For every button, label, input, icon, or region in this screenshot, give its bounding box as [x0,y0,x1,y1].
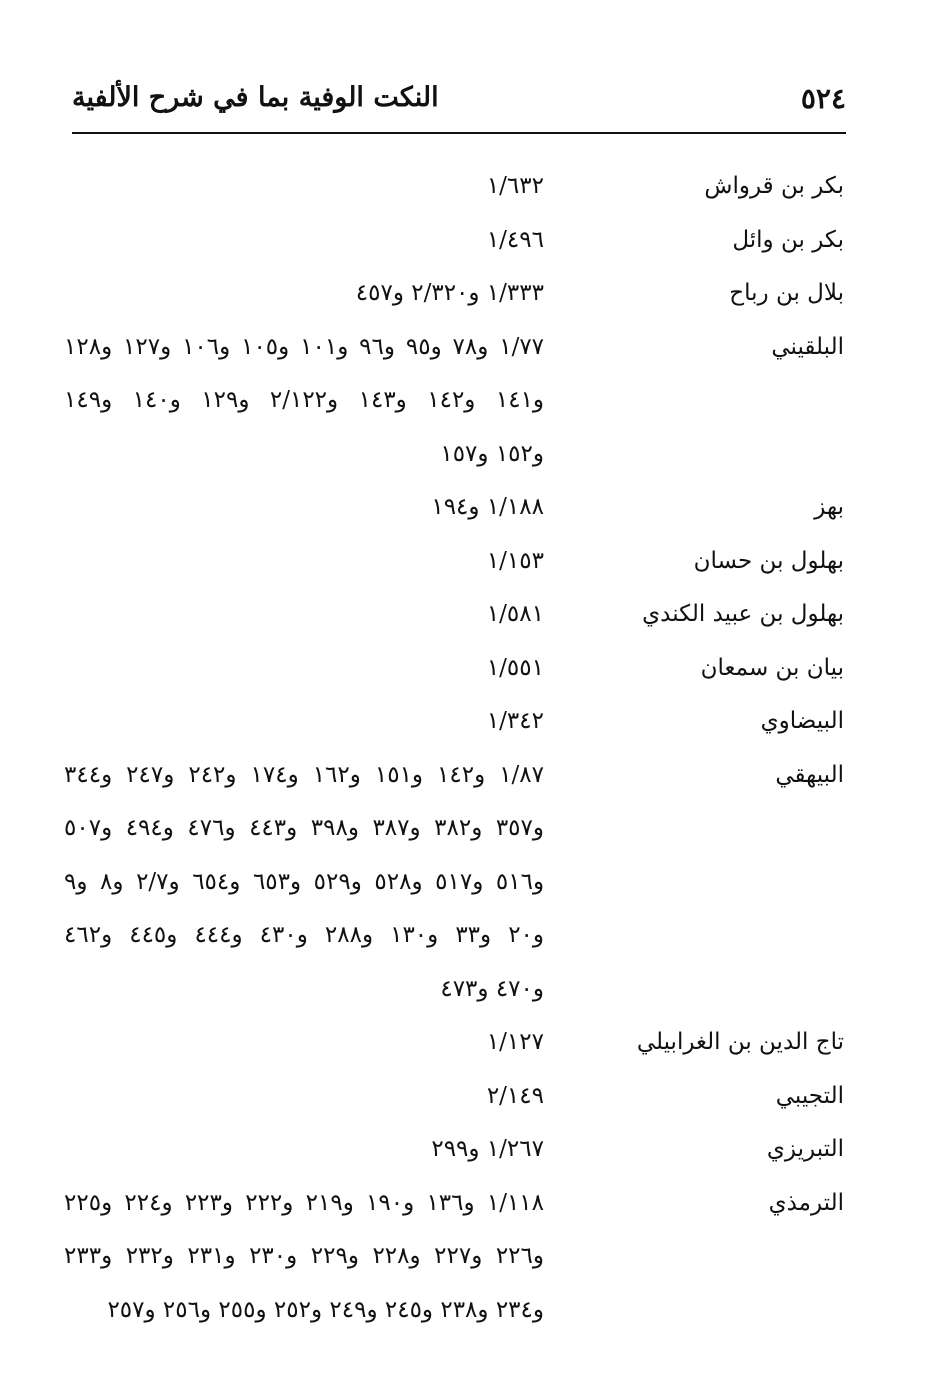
index-entry-name: بهز [814,494,844,520]
index-row [0,1182,944,1236]
index-row [0,1075,944,1129]
index-entry-name: بكر بن قرواش [704,173,844,199]
index-entry-name: البيضاوي [760,708,844,734]
index-entry-references: و٢٠ و٣٣ و١٣٠ و٢٨٨ و٤٣٠ و٤٤٤ و٤٤٥ و٤٦٢ [64,922,545,948]
index-row [0,807,944,861]
index-entry-references: و٣٥٧ و٣٨٢ و٣٨٧ و٣٩٨ و٤٤٣ و٤٧٦ و٤٩٤ و٥٠٧ [64,815,544,841]
index-row [0,1128,944,1182]
index-entry-name: تاج الدين بن الغرابيلي [636,1029,844,1055]
index-entry-references: ١/٧٧ و٧٨ و٩٥ و٩٦ و١٠١ و١٠٥ و١٠٦ و١٢٧ و١٢٨ [64,333,545,360]
index-entry-references: ١/٤٩٦ [486,226,544,253]
index-entry-name: التجيبي [775,1082,844,1109]
index-row [0,326,944,380]
index-entry-references: ١/٦٣٢ [486,173,544,199]
index-entry-references: ١/٥٥١ [486,654,544,681]
index-row [0,593,944,647]
index-row [0,1021,944,1075]
index-row [0,1289,944,1343]
index-entry-name: بلال بن رباح [729,280,844,306]
index-row [0,379,944,433]
index-entry-references: و١٥٢ و١٥٧ [440,440,544,467]
index-entry-references: و٥١٦ و٥١٧ و٥٢٨ و٥٢٩ و٦٥٣ و٦٥٤ و٢/٧ و٨ و٩ [64,868,545,895]
index-entry-name: بكر بن وائل [732,226,844,253]
index-entry-references: و١٤١ و١٤٢ و١٤٣ و٢/١٢٢ و١٢٩ و١٤٠ و١٤٩ [64,387,545,413]
index-row [0,219,944,273]
index-entry-references: ١/١٨٨ و١٩٤ [431,494,544,520]
index-entry-references: و٢٢٦ و٢٢٧ و٢٢٨ و٢٢٩ و٢٣٠ و٢٣١ و٢٣٢ و٢٣٣ [64,1243,544,1269]
index-entry-references: ١/٢٦٧ و٢٩٩ [431,1136,544,1162]
index-entry-references: ١/٥٨١ [486,601,544,627]
index-row [0,647,944,701]
index-entry-name: بهلول بن حسان [693,547,844,574]
index-row [0,861,944,915]
index-entry-references: ١/١٥٣ [486,547,544,574]
index-row [0,433,944,487]
index-row [0,700,944,754]
index-entry-name: بهلول بن عبيد الكندي [642,601,844,627]
index-row [0,754,944,808]
index-entry-references: ١/٨٧ و١٤٢ و١٥١ و١٦٢ و١٧٤ و٢٤٢ و٢٤٧ و٣٤٤ [64,761,545,788]
index-row [0,540,944,594]
index-row [0,1235,944,1289]
index-row [0,968,944,1022]
index-entry-references: و٢٣٤ و٢٣٨ و٢٤٥ و٢٤٩ و٢٥٢ و٢٥٥ و٢٥٦ و٢٥٧ [107,1296,544,1323]
index-row [0,486,944,540]
index-entry-references: ١/٣٤٢ [486,708,544,734]
index-entry-name: البيهقي [775,761,844,788]
index-entry-references: و٤٧٠ و٤٧٣ [440,975,544,1002]
index-row [0,165,944,219]
index-entry-references: ١/١٢٧ [486,1029,544,1055]
index-entry-references: ١/٣٣٣ و٢/٣٢٠ و٤٥٧ [355,280,544,306]
index-entry-references: ١/١١٨ و١٣٦ و١٩٠ و٢١٩ و٢٢٢ و٢٢٣ و٢٢٤ و٢٢٥ [64,1189,545,1216]
index-row [0,914,944,968]
index-entry-references: ٢/١٤٩ [486,1082,544,1109]
page-number: ٥٢٤ [800,82,846,115]
index-entry-name: بيان بن سمعان [700,654,844,681]
page-header [72,72,846,134]
index-entry-name: التبريزي [766,1136,844,1162]
index-entry-name: البلقيني [771,333,844,360]
index-row [0,272,944,326]
running-title: النكت الوفية بما في شرح الألفية [72,82,439,113]
index-entry-name: الترمذي [768,1189,844,1216]
